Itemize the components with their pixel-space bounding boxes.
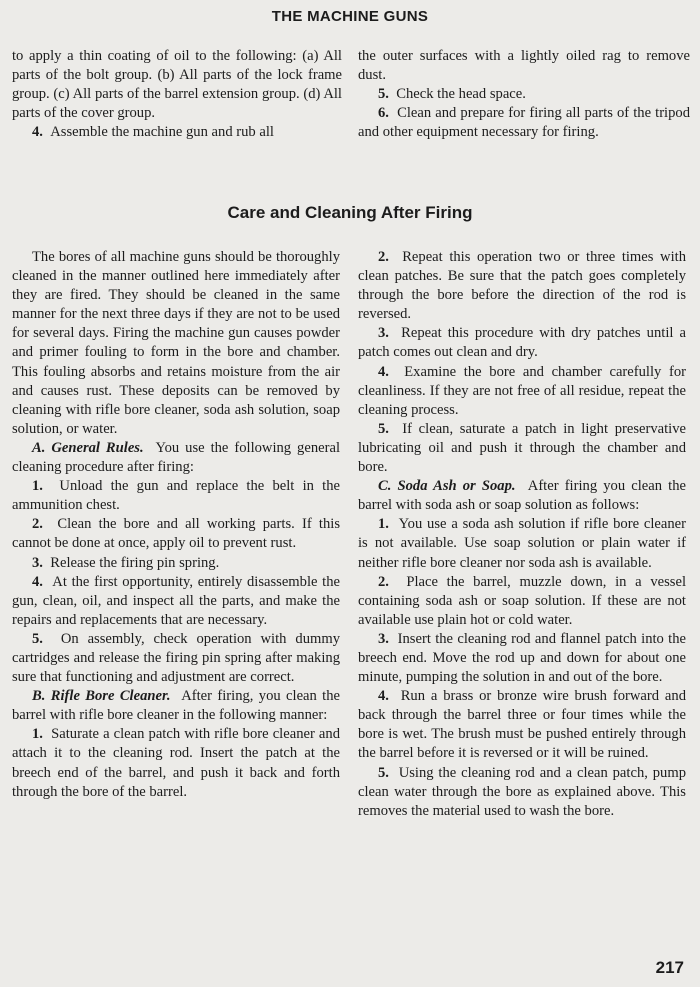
running-head: THE MACHINE GUNS <box>271 8 429 25</box>
main-left-column <box>12 248 340 802</box>
item-number: 4. <box>378 363 389 380</box>
paragraph <box>358 477 686 515</box>
item-number: 1. <box>378 516 389 533</box>
paragraph <box>12 515 340 553</box>
paragraph <box>358 630 686 687</box>
paragraph-text: If clean, saturate a patch in light preservative lubricating oil and push it through the chamber and bore. <box>358 420 686 476</box>
item-number: 4. <box>378 688 389 705</box>
paragraph-text: Examine the bore and chamber carefully for cleanliness. If they are not free of all residue, repeat the cleaning process. <box>358 363 687 418</box>
paragraph-text: The bores of all machine guns should be thoroughly cleaned in the manner outlined here immediately after they are fired. They should be cleaned in the same manner for the next three days if they are not to be used for several days. Firing the machine gun causes powder and primer fouling to form in the bore and chamber. This fouling absorbs and retains moisture from the air and causes rust. These deposits can be removed by cleaning with rifle bore cleaner, soda ash solution, soap solution, or water. <box>12 249 340 437</box>
subheading: B. Rifle Bore Cleaner. <box>32 688 171 705</box>
paragraph <box>12 439 340 477</box>
item-number: 1. <box>32 478 43 495</box>
paragraph <box>12 573 340 630</box>
paragraph <box>358 47 690 85</box>
paragraph <box>358 515 686 572</box>
paragraph-text: Insert the cleaning rod and flannel patch into the breech end. Move the rod up and down for about one minute, pumping the solution in and out of the bore. <box>358 630 687 686</box>
paragraph-text: Repeat this operation two or three times with clean patches. Be sure that the patch goes completely through the bore before the direction of the rod is reversed. <box>358 249 686 323</box>
paragraph-text: Run a brass or bronze wire brush forward and back through the barrel three or four times while the bore is wet. The brush must be pushed entirely through the barrel before it is reversed or it will be ruined. <box>358 688 686 762</box>
paragraph-text: You use a soda ash solution if rifle bore cleaner is not available. Use soap solution or plain water if neither rifle bore cleaner nor soda ash is available. <box>358 516 686 571</box>
subheading: C. Soda Ash or Soap. <box>378 478 516 495</box>
paragraph-text: Assemble the machine gun and rub all <box>50 124 274 141</box>
paragraph <box>12 630 340 687</box>
paragraph-text: Using the cleaning rod and a clean patch, pump clean water through the bore as explained above. This removes the material used to wash the bore. <box>358 764 686 819</box>
paragraph <box>12 687 340 725</box>
paragraph-text: Clean and prepare for firing all parts of the tripod and other equipment necessary for firing. <box>358 105 690 141</box>
paragraph-text: After firing you clean the barrel with soda ash or soap solution as follows: <box>358 478 687 514</box>
paragraph <box>358 764 686 821</box>
paragraph <box>358 85 690 104</box>
page-number: 217 <box>655 958 684 977</box>
paragraph <box>12 47 342 123</box>
item-number: 1. <box>32 726 43 743</box>
item-number: 3. <box>378 325 389 342</box>
section-heading: Care and Cleaning After Firing <box>227 203 473 222</box>
item-number: 2. <box>378 573 389 590</box>
paragraph-text: You use the following general cleaning procedure after firing: <box>12 439 340 476</box>
paragraph-text: Repeat this procedure with dry patches until a patch comes out clean and dry. <box>358 325 686 361</box>
item-number: 6. <box>378 105 389 122</box>
paragraph <box>358 363 686 420</box>
top-right-column <box>358 47 690 142</box>
item-number: 2. <box>32 516 43 533</box>
paragraph <box>12 554 340 573</box>
paragraph-text: Check the head space. <box>396 86 526 103</box>
item-number: 2. <box>378 249 389 265</box>
subheading: A. General Rules. <box>32 439 144 456</box>
paragraph-text: After firing, you clean the barrel with rifle bore cleaner in the following manner: <box>12 688 341 724</box>
item-number: 5. <box>378 86 389 103</box>
paragraph <box>358 420 686 477</box>
top-left-column <box>12 47 342 142</box>
paragraph <box>358 573 686 630</box>
paragraph-text: the outer surfaces with a lightly oiled rag to remove dust. <box>358 48 690 84</box>
paragraph <box>12 248 340 439</box>
paragraph <box>12 477 340 515</box>
paragraph-text: Release the firing pin spring. <box>50 554 220 571</box>
paragraph-text: to apply a thin coating of oil to the following: (a) All parts of the bolt group. (b) All parts of the lock frame group. (c) All parts of the barrel extension group. (d) All parts of the cover group. <box>12 48 342 122</box>
paragraph <box>358 687 686 763</box>
item-number: 3. <box>378 630 389 647</box>
item-number: 3. <box>32 554 43 571</box>
item-number: 5. <box>378 420 389 437</box>
paragraph-text: At the first opportunity, entirely disassemble the gun, clean, oil, and inspect all the parts, and make the repairs and replacements that are necessary. <box>12 573 340 628</box>
item-number: 5. <box>32 630 43 647</box>
paragraph <box>358 324 686 362</box>
paragraph <box>358 248 686 324</box>
main-right-column <box>358 248 686 821</box>
paragraph-text: Saturate a clean patch with rifle bore cleaner and attach it to the cleaning rod. Insert the patch at the breech end of the barrel, and push it back and forth through the bore of the barrel. <box>12 726 340 800</box>
paragraph <box>358 104 690 142</box>
paragraph <box>12 725 340 801</box>
item-number: 4. <box>32 573 43 590</box>
paragraph-text: On assembly, check operation with dummy cartridges and release the firing pin spring after making sure that functioning and adjustment are correct. <box>12 630 340 686</box>
item-number: 5. <box>378 764 389 781</box>
paragraph-text: Unload the gun and replace the belt in the ammunition chest. <box>12 478 340 514</box>
paragraph-text: Clean the bore and all working parts. If this cannot be done at once, apply oil to prevent rust. <box>12 516 341 552</box>
paragraph <box>12 123 342 142</box>
paragraph-text: Place the barrel, muzzle down, in a vessel containing soda ash or soap solution. If these are not available use plain hot or cold water. <box>358 573 687 628</box>
item-number: 4. <box>32 124 43 141</box>
